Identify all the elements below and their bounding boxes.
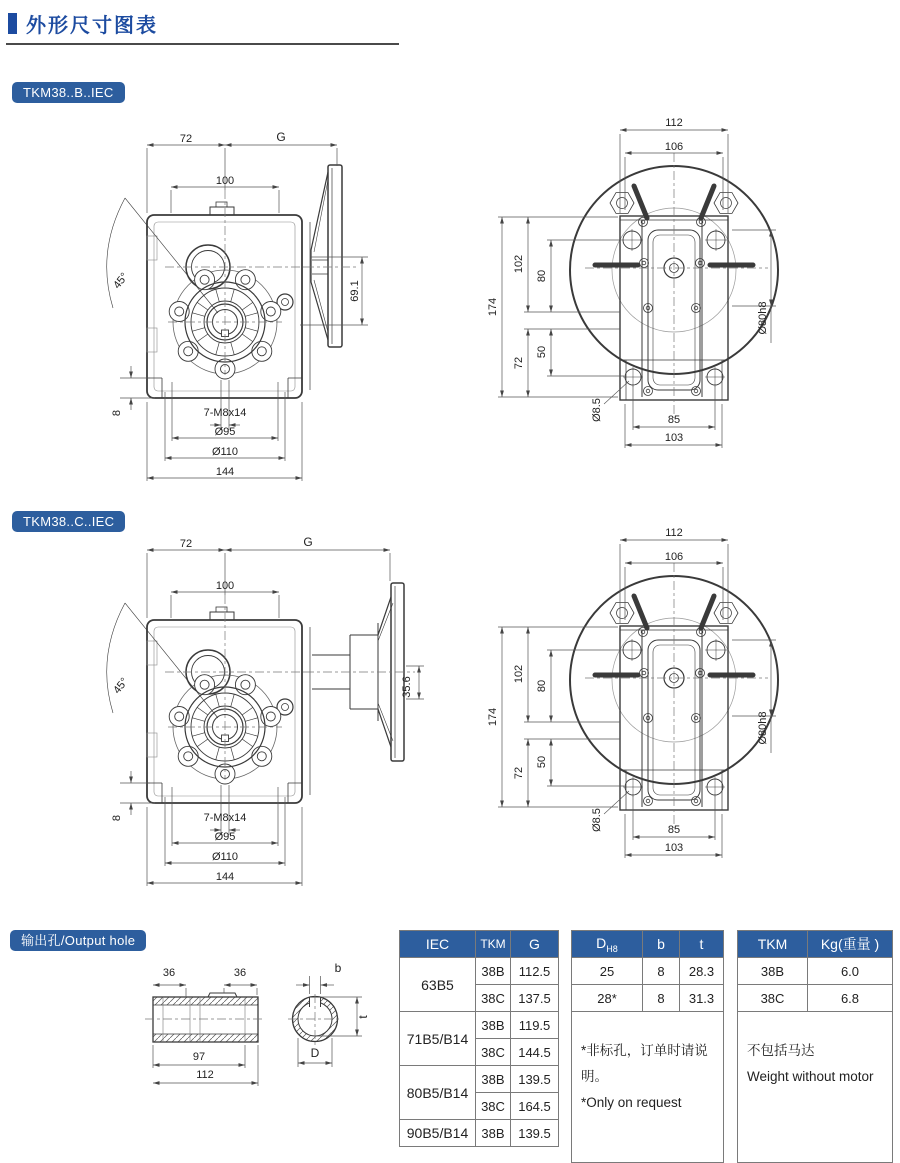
dim-d80h8: Ø80h8 (757, 301, 769, 335)
dim-d: D (310, 1046, 320, 1060)
output-hole-drawing (140, 960, 400, 1130)
table-row (572, 1012, 724, 1163)
note-en: Weight without motor (747, 1069, 874, 1084)
badge-tkm38-c-iec: TKM38..C..IEC (12, 511, 125, 532)
note-cn: 不包括马达 (747, 1043, 815, 1058)
dim-7-m8x14: 7-M8x14 (203, 407, 247, 419)
dim-106-c: 106 (664, 551, 684, 563)
table-cell: 63B5 (400, 958, 476, 1012)
gearbox-front-drawing-b (110, 130, 430, 495)
table-cell: 144.5 (511, 1039, 559, 1066)
dim-8-c: 8 (111, 814, 123, 822)
table-cell: 139.5 (511, 1120, 559, 1147)
dim-d110-c: Ø110 (211, 851, 239, 863)
dim-b: b (334, 961, 342, 975)
table-cell: 38C (476, 1039, 511, 1066)
table-cell: 80B5/B14 (400, 1066, 476, 1120)
table-cell: 28.3 (680, 958, 724, 985)
table-cell: 71B5/B14 (400, 1012, 476, 1066)
table-row (738, 958, 893, 985)
table-cell: 38C (738, 985, 808, 1012)
dim-69-1: 69.1 (349, 280, 361, 302)
table-header: t (680, 931, 724, 958)
table-cell: 112.5 (511, 958, 559, 985)
dim-g-c: G (303, 535, 313, 549)
dim-d80h8-c: Ø80h8 (757, 711, 769, 745)
table-header: IEC (400, 931, 476, 958)
dim-d8-5-c: Ø8.5 (591, 808, 603, 832)
dim-d8-5: Ø8.5 (591, 398, 603, 422)
title-underline (6, 43, 399, 45)
dim-174-c: 174 (487, 707, 499, 727)
table-cell: 119.5 (511, 1012, 559, 1039)
table-kg (737, 930, 893, 1163)
table-row (738, 985, 893, 1012)
dim-8: 8 (111, 409, 123, 417)
dim-50-c: 50 (536, 755, 548, 769)
table-cell: 38B (476, 958, 511, 985)
dim-102-c: 102 (513, 664, 525, 684)
table-cell: 38C (476, 1093, 511, 1120)
table-cell: 31.3 (680, 985, 724, 1012)
table-note (738, 1012, 893, 1163)
dim-7-m8x14-c: 7-M8x14 (203, 812, 247, 824)
table-header: b (643, 931, 680, 958)
badge-output-hole: 输出孔/Output hole (10, 930, 146, 951)
table-row (400, 1120, 559, 1147)
table-cell: 38B (476, 1066, 511, 1093)
table-note (572, 1012, 724, 1163)
table-header: TKM (738, 931, 808, 958)
gearbox-front-drawing-c (110, 535, 430, 900)
dim-72: 72 (179, 133, 193, 145)
table-cell: 8 (643, 958, 680, 985)
table-row (400, 1012, 559, 1039)
dim-45deg: 45° (111, 270, 131, 292)
page-title: 外形尺寸图表 (26, 15, 158, 37)
table-row (400, 1066, 559, 1093)
dim-36-left: 36 (162, 967, 176, 979)
table-header: G (511, 931, 559, 958)
dim-85: 85 (667, 414, 681, 426)
dim-100: 100 (215, 175, 235, 187)
table-row (738, 1012, 893, 1163)
dim-102: 102 (513, 254, 525, 274)
table-cell: 90B5/B14 (400, 1120, 476, 1147)
table-cell: 38C (476, 985, 511, 1012)
table-cell: 38B (476, 1120, 511, 1147)
dim-36-right: 36 (233, 967, 247, 979)
dim-d110: Ø110 (211, 446, 239, 458)
table-cell: 25 (572, 958, 643, 985)
dim-72-side: 72 (513, 356, 525, 370)
dim-103: 103 (664, 432, 684, 444)
dim-112-hole: 112 (196, 1069, 214, 1081)
dim-80: 80 (536, 269, 548, 283)
note-cn: *非标孔，订单时请说明。 (581, 1043, 708, 1084)
table-row (572, 985, 724, 1012)
note-en: *Only on request (581, 1095, 682, 1110)
dim-106: 106 (664, 141, 684, 153)
table-cell: 6.0 (808, 958, 893, 985)
dim-97: 97 (192, 1051, 206, 1063)
table-row (400, 958, 559, 985)
dim-144: 144 (215, 466, 235, 478)
table-cell: 8 (643, 985, 680, 1012)
dim-t: t (356, 1015, 370, 1019)
dim-100-c: 100 (215, 580, 235, 592)
table-dbt (571, 930, 724, 1163)
dim-72-c: 72 (179, 538, 193, 550)
table-header: $D_{H8}$ (572, 931, 643, 958)
table-cell: 38B (738, 958, 808, 985)
dim-d95-c: Ø95 (214, 831, 236, 843)
dim-d95: Ø95 (214, 426, 236, 438)
dim-103-c: 103 (664, 842, 684, 854)
title-accent-square (8, 13, 17, 34)
table-cell: 164.5 (511, 1093, 559, 1120)
badge-tkm38-b-iec: TKM38..B..IEC (12, 82, 125, 103)
table-header: Kg(重量 ) (808, 931, 893, 958)
table-cell: 28* (572, 985, 643, 1012)
dim-72-side-c: 72 (513, 766, 525, 780)
table-header: TKM (476, 931, 511, 958)
dim-35-6: 35.6 (401, 676, 413, 698)
dim-45deg-c: 45° (111, 675, 131, 697)
table-cell: 137.5 (511, 985, 559, 1012)
table-cell: 6.8 (808, 985, 893, 1012)
dim-50: 50 (536, 345, 548, 359)
dim-174: 174 (487, 297, 499, 317)
table-cell: 38B (476, 1012, 511, 1039)
table-cell: 139.5 (511, 1066, 559, 1093)
dim-85-c: 85 (667, 824, 681, 836)
dim-112: 112 (665, 117, 683, 129)
dim-144-c: 144 (215, 871, 235, 883)
table-g (399, 930, 559, 1147)
dim-g: G (276, 130, 286, 144)
dim-80-c: 80 (536, 679, 548, 693)
dim-112-c: 112 (665, 527, 683, 539)
table-row (572, 958, 724, 985)
